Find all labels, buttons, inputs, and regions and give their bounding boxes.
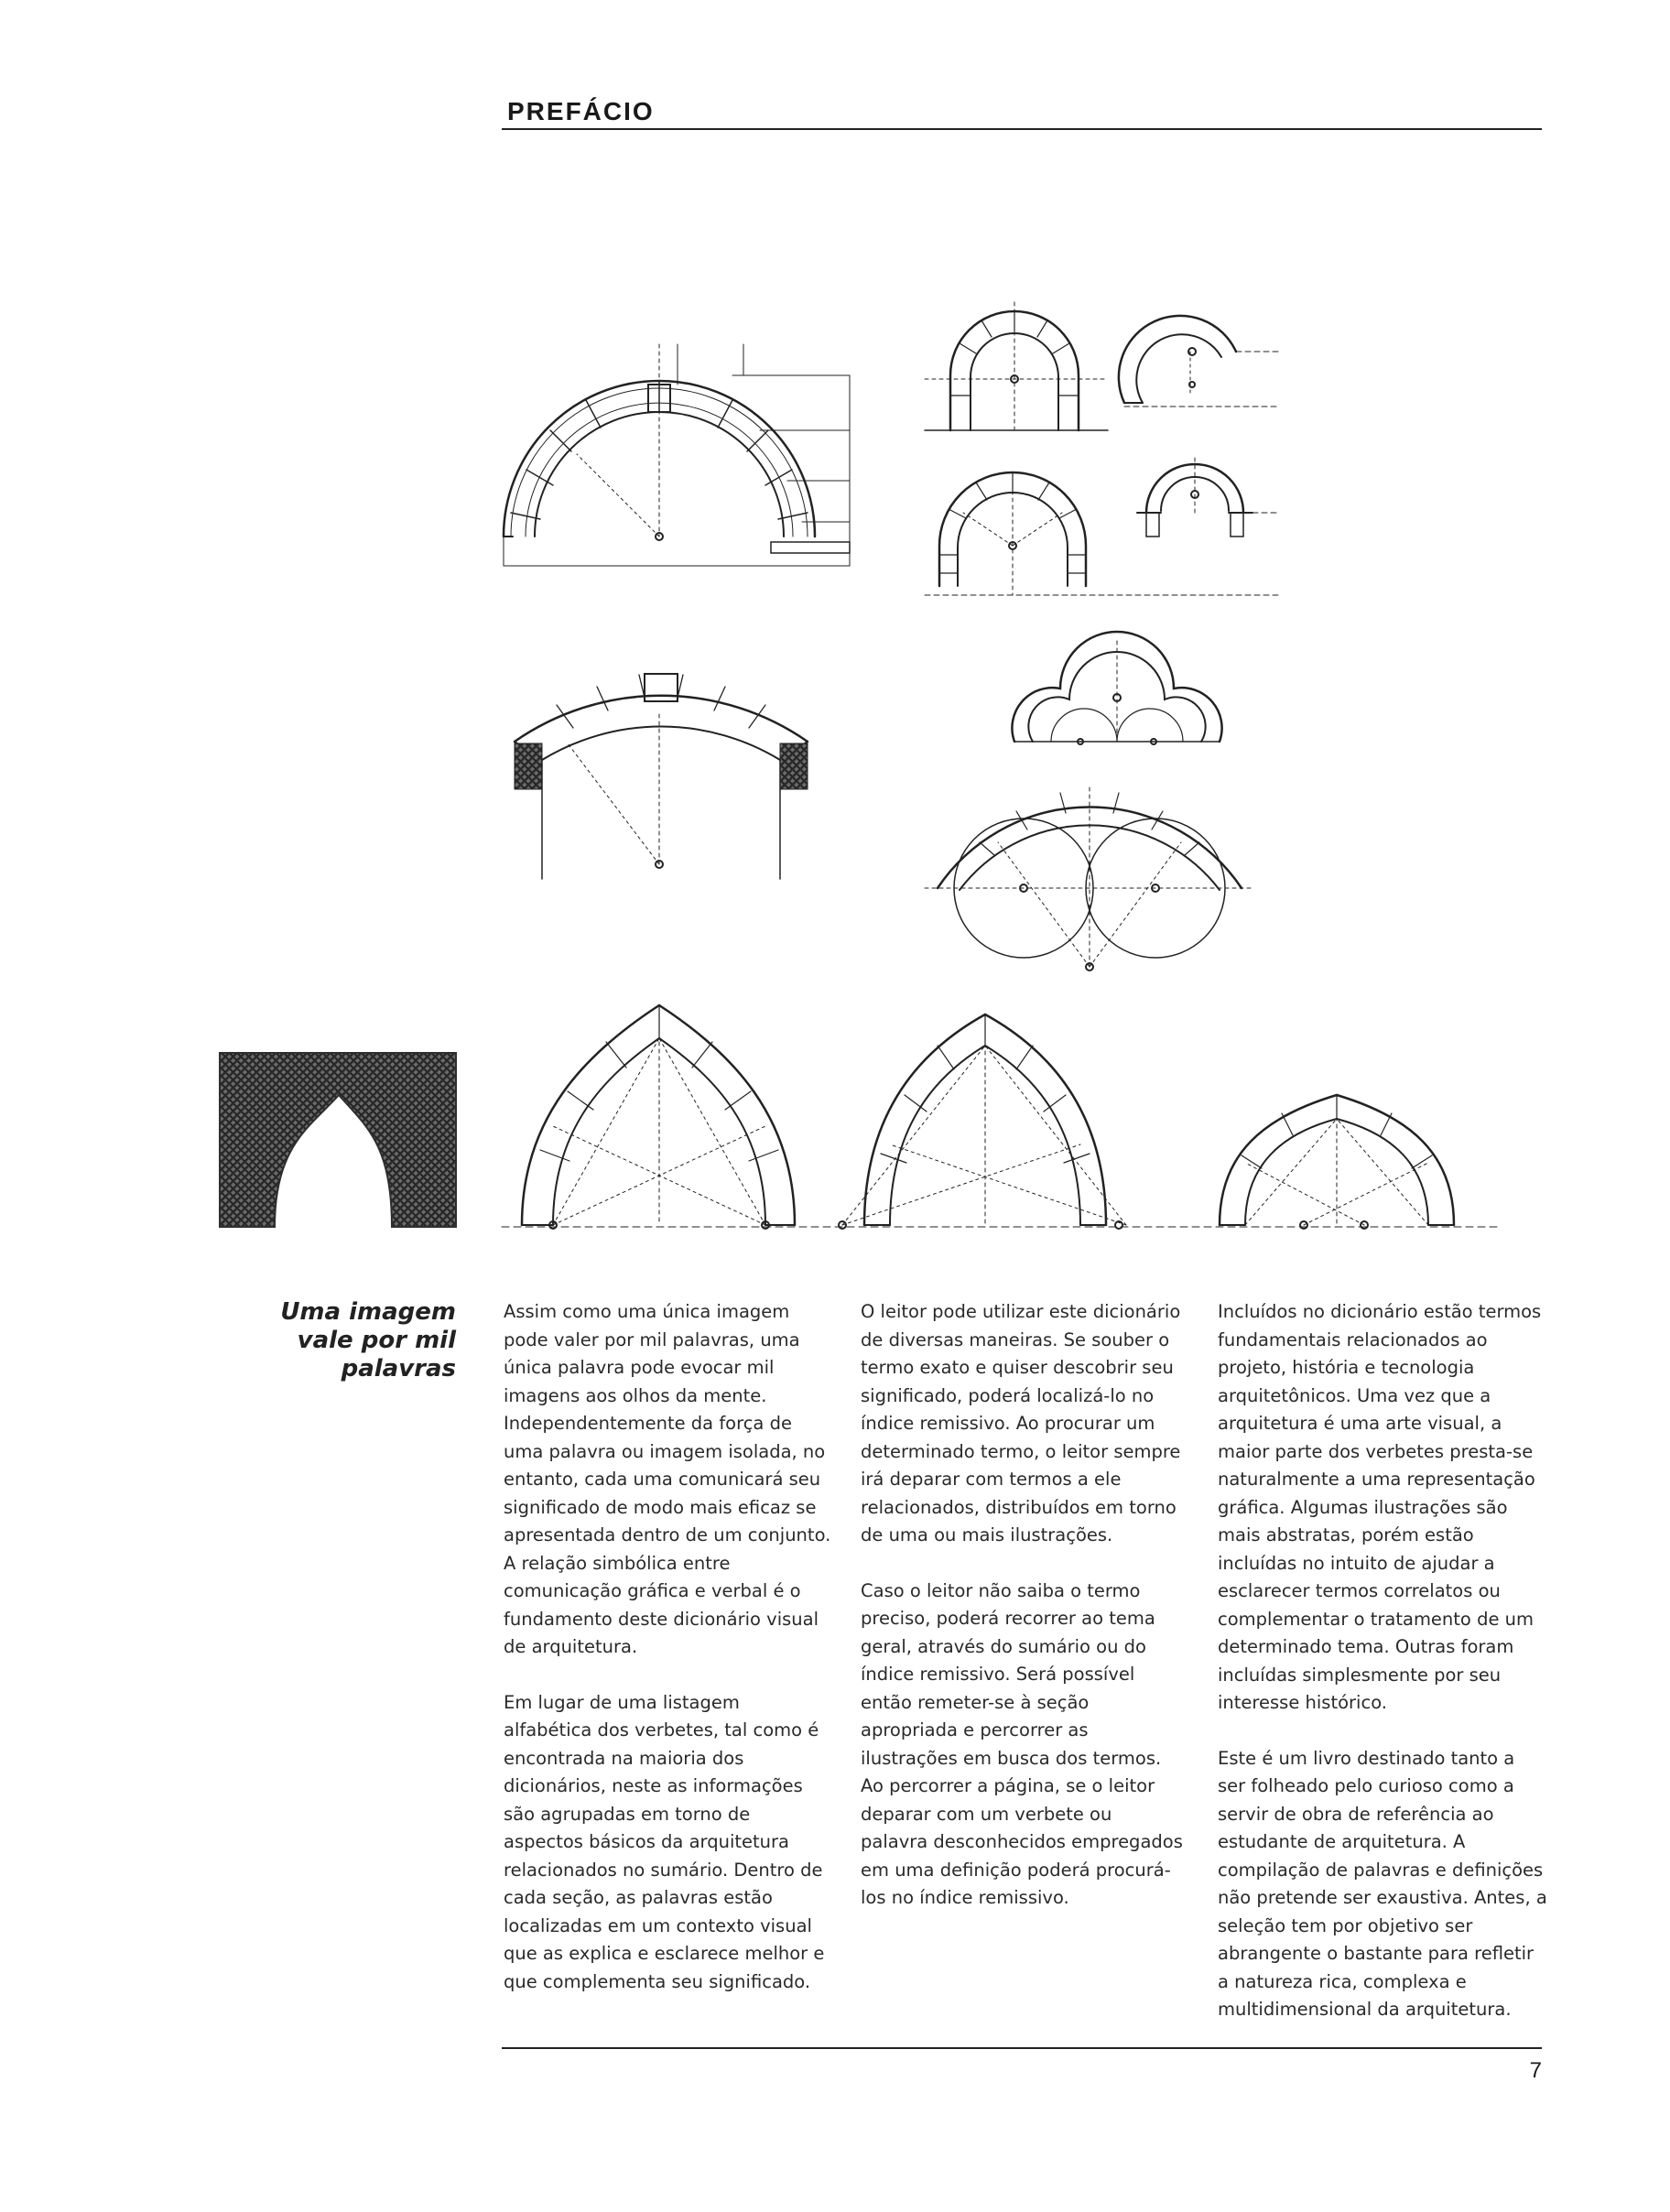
stilted-arch-icon bbox=[925, 472, 1278, 595]
page-title: PREFÁCIO bbox=[507, 97, 655, 125]
footer-rule bbox=[502, 2047, 1542, 2049]
paragraph: Incluídos no dicionário estão termos fundamentais relacionados ao projeto, história e tecnologia arquitetônicos. Uma vez que a arquitetura é uma arte visual, a maior parte dos verbetes presta-se naturalmente a uma representação gráfica. Algumas ilustrações são mais abstratas, porém estão incluídas no intuito de ajudar a esclarecer termos correlatos ou complementar o tratamento de um determinado tema. Outras foram incluídas simplesmente por seu interesse histórico. bbox=[1218, 1301, 1542, 1713]
text-column-3 bbox=[1218, 1298, 1547, 2052]
drop-arch-icon bbox=[1220, 1095, 1454, 1229]
paragraph: Em lugar de uma listagem alfabética dos verbetes, tal como é encontrada na maioria dos dicionários, neste as informações são agrupadas em torno de aspectos básicos da arquitetura relacionados no sumário. Dentro de cada seção, as palavras estão localizadas em um contexto visual que as explica e esclarece melhor e que complementa seu significado. bbox=[504, 1691, 825, 1992]
small-horseshoe-arch-icon bbox=[1137, 458, 1278, 537]
text-column-2 bbox=[861, 1298, 1183, 1940]
sidebar-heading bbox=[266, 1298, 456, 1383]
sidebar-heading-line: palavras bbox=[341, 1355, 456, 1382]
paragraph: Caso o leitor não saiba o termo preciso, poderá recorrer ao tema geral, através do sumário ou do índice remissivo. Será possível então remeter-se à seção apropriada e percorrer as ilustrações em busca dos termos. Ao percorrer a página, se o leitor deparar com um verbete ou palavra desconhecidos empregados em uma definição poderá procurá-los no índice remissivo. bbox=[861, 1579, 1183, 1908]
page-number: 7 bbox=[1529, 2058, 1542, 2083]
segmental-arch-icon bbox=[515, 674, 808, 879]
lancet-arch-icon bbox=[839, 1014, 1126, 1229]
paragraph: O leitor pode utilizar este dicionário de diversas maneiras. Se souber o termo exato e quiser descobrir seu significado, poderá localizá-lo no índice remissivo. Ao procurar um determinado termo, o leitor sempre irá deparar com termos a ele relacionados, distribuídos em torno de uma ou mais ilustrações. bbox=[861, 1301, 1181, 1545]
rampant-arch-icon bbox=[1119, 316, 1278, 407]
sidebar-heading-line: Uma imagem bbox=[280, 1298, 456, 1326]
equilateral-pointed-arch-icon bbox=[522, 1005, 795, 1229]
paragraph: Este é um livro destinado tanto a ser folheado pelo curioso como a servir de obra de referência ao estudante de arquitetura. A compilação de palavras e definições não pretende ser exaustiva. Antes, a seleção tem por objetivo ser abrangente o bastante para refletir a natureza rica, complexa e multidimensional da arquitetura. bbox=[1218, 1747, 1547, 2020]
three-centered-arch-icon bbox=[925, 787, 1254, 970]
sidebar-heading-line: vale por mil bbox=[297, 1327, 456, 1354]
text-column-1 bbox=[504, 1298, 833, 2023]
pointed-arch-swatch-icon bbox=[220, 1053, 456, 1227]
trefoil-arch-icon bbox=[1012, 632, 1221, 744]
semicircular-arch-icon bbox=[504, 344, 850, 566]
paragraph: Assim como uma única imagem pode valer por mil palavras, uma única palavra pode evocar mil imagens aos olhos da mente. Independentemente da força de uma palavra ou imagem isolada, no entanto, cada uma comunicará seu significado de modo mais eficaz se apresentada dentro de um conjunto. A relação simbólica entre comunicação gráfica e verbal é o fundamento deste dicionário visual de arquitetura. bbox=[504, 1301, 831, 1657]
horseshoe-arch-icon bbox=[925, 302, 1108, 430]
